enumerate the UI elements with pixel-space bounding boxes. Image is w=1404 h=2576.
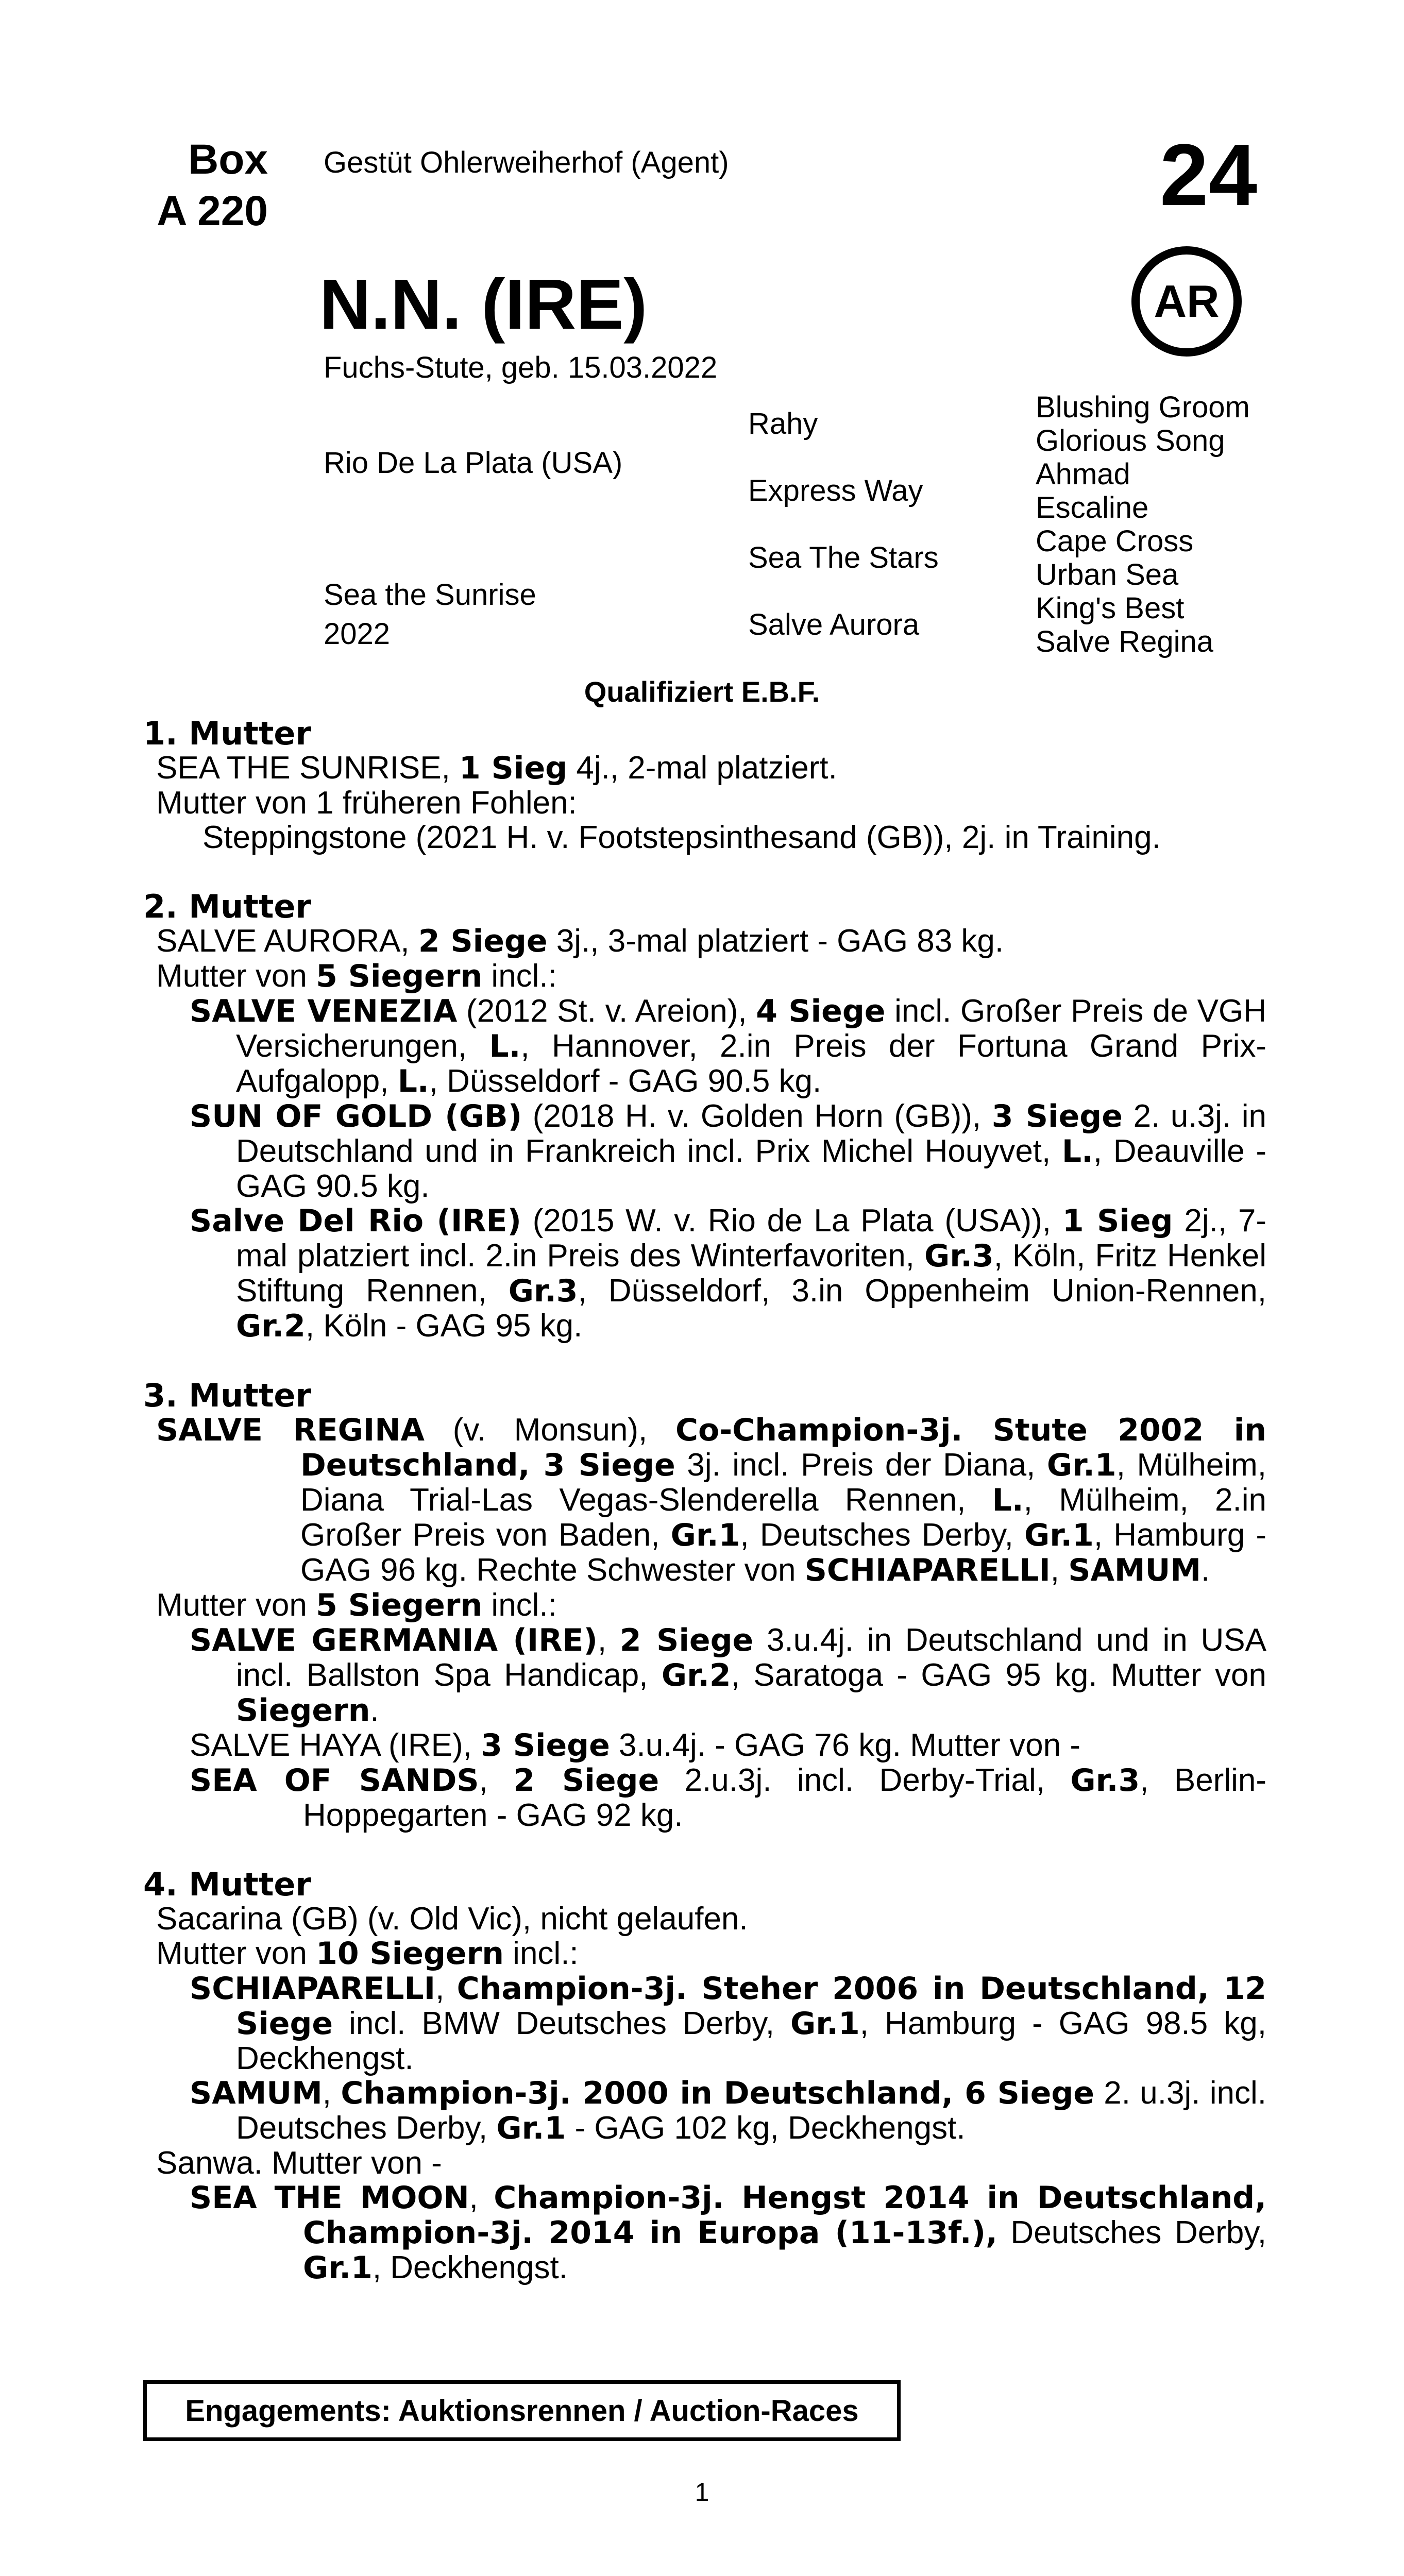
pedigree-sire: Rio De La Plata (USA) [324,446,623,480]
m4-e2-text: 2. u.3j. incl. Deutsches Derby, [236,2075,1267,2146]
m2-e1-name: SALVE VENEZIA [190,993,458,1029]
m4-entry-1 [143,1971,1266,2076]
pedigree-ggp-2: Glorious Song [1036,424,1225,457]
m3-e3-text2: , Berlin-Hoppegarten - GAG 92 kg. [303,1762,1266,1833]
m4-e2-title: Champion-3j. 2000 in Deutschland, 6 Siege [341,2075,1094,2111]
m2-e1-grade1: L. [489,1028,521,1064]
m2-e2-text2: 2. u.3j. in Deutschland und in Frankreich incl. Prix Michel Houyvet, [236,1098,1266,1169]
pedigree-sire-sire: Rahy [748,407,818,440]
m2-line2-suffix: incl.: [482,958,557,994]
m4-e2-grade: Gr.1 [496,2110,566,2146]
pedigree-ggp-6: Urban Sea [1036,558,1179,591]
m3-e3-sep: , [479,1762,514,1798]
m2-wins: 2 Siege [418,923,548,959]
m2-e1-text3: , Hannover, 2.in Preis der Fortuna Grand Prix-Aufgalopp, [236,1028,1266,1099]
m2-e1-wins: 4 Siege [756,993,886,1029]
m3-winners: 5 Siegern [316,1587,483,1623]
page-number: 1 [695,2478,709,2506]
m2-e3-text: (2015 W. v. Rio de La Plata (USA)), [521,1203,1062,1239]
horse-description: Fuchs-Stute, geb. 15.03.2022 [324,351,718,384]
m3-e1-name: SALVE GERMANIA (IRE) [190,1622,598,1658]
pedigree-dam: Sea the Sunrise [324,578,536,612]
pedigree-ggp-3: Ahmad [1036,457,1130,491]
m3-e0-title: Co-Champion-3j. Stute 2002 in Deutschland, 3 Siege [300,1412,1266,1483]
m2-e3-grade1: Gr.3 [924,1238,994,1274]
section-title-4: 4. Mutter [143,1866,312,1903]
pedigree-ggp-1: Blushing Groom [1036,391,1250,424]
m2-e2-grade: L. [1061,1133,1093,1170]
m4-line2 [156,1936,1266,1971]
m3-e1-winners: Siegern [236,1692,370,1728]
m2-e3-text5: , Köln - GAG 95 kg. [305,1308,583,1344]
m4-e2-sep: , [322,2075,341,2111]
pedigree-dam-dam: Salve Aurora [748,608,920,641]
m2-line2-text: Mutter von [156,958,316,994]
m2-e2-text: (2018 H. v. Golden Horn (GB)), [522,1098,992,1134]
m3-e0-grade3: Gr.1 [670,1517,740,1553]
box-label: Box [188,136,268,183]
section-title-1: 1. Mutter [143,715,312,752]
m3-e2-name: SALVE HAYA (IRE), [190,1727,481,1763]
m2-winners: 5 Siegern [316,958,483,994]
m2-e1-text2: incl. Großer Preis de VGH Versicherungen, [236,993,1266,1064]
ar-badge-label: AR [1154,276,1220,327]
m3-e0-grade4: Gr.1 [1024,1517,1094,1553]
m3-e0-text4: , Mülheim, 2.in Großer Preis von Baden, [300,1482,1267,1553]
m3-e0-sibling1: SCHIAPARELLI [804,1552,1051,1588]
m3-e0-grade2: L. [992,1482,1024,1518]
pedigree-dam-year: 2022 [324,617,391,651]
m3-e3-name: SEA OF SANDS [190,1762,479,1799]
m2-entry-3 [143,1204,1266,1344]
m2-e3-grade3: Gr.2 [236,1308,306,1344]
box-number: A 220 [157,188,268,234]
m2-entry-1 [143,994,1266,1099]
m4-e2-text2: - GAG 102 kg, Deckhengst. [566,2110,966,2146]
m2-line2 [156,959,1266,994]
m3-e0-text3: , Mülheim, Diana Trial-Las Vegas-Slenderella Rennen, [300,1447,1266,1518]
m3-e3-wins: 2 Siege [513,1762,659,1799]
m2-e2-wins: 3 Siege [991,1098,1123,1134]
m3-e0-text6: , Hamburg - GAG 96 kg. Rechte Schwester von [300,1517,1266,1588]
family-details [143,716,1266,2285]
m2-e1-text4: , Düsseldorf - GAG 90.5 kg. [429,1063,822,1099]
m2-e1-grade2: L. [397,1063,429,1099]
m4-e1-name: SCHIAPARELLI [190,1971,436,2007]
m1-line3: Steppingstone (2021 H. v. Footstepsinthesand (GB)), 2j. in Training. [202,820,1161,855]
m1-record: 4j., 2-mal platziert. [567,750,837,786]
m4-e4-sep: , [469,2180,494,2215]
m3-e1-wins: 2 Siege [619,1622,754,1658]
m3-e1-end: . [370,1692,379,1728]
m4-winners: 10 Siegern [316,1936,504,1972]
m3-dam-entry [143,1413,1266,1588]
m3-e2-text: 3.u.4j. - GAG 76 kg. Mutter von - [610,1727,1080,1763]
m2-dam-name: SALVE AURORA, [156,923,418,959]
m2-e2-text3: , Deauville - GAG 90.5 kg. [236,1133,1266,1204]
m2-e3-wins: 1 Sieg [1062,1203,1173,1239]
ar-badge [1131,246,1242,357]
m3-entry-2 [190,1728,1266,1763]
pedigree-dam-sire: Sea The Stars [748,541,939,574]
m1-line2: Mutter von 1 früheren Fohlen: [156,785,577,821]
engagements-box [143,2380,901,2441]
m4-line2-suffix: incl.: [503,1936,579,1971]
qualification: Qualifiziert E.B.F. [584,675,820,708]
m4-entry-4 [143,2180,1266,2285]
m4-e4-text2: , Deckhengst. [372,2250,568,2285]
m3-line2 [156,1588,1266,1623]
m4-e1-text2: , Hamburg - GAG 98.5 kg, Deckhengst. [236,2006,1266,2076]
m4-line2-text: Mutter von [156,1936,316,1971]
m3-entry-3 [143,1763,1266,1833]
m1-dam-name: SEA THE SUNRISE, [156,750,460,786]
pedigree-sire-dam: Express Way [748,474,923,507]
m4-e1-text: incl. BMW Deutsches Derby, [333,2006,790,2041]
pedigree-ggp-8: Salve Regina [1036,625,1213,658]
m4-e1-title: Champion-3j. Steher 2006 in Deutschland, 12 Siege [236,1971,1267,2042]
lot-number: 24 [1159,126,1257,224]
m4-e2-name: SAMUM [190,2075,323,2111]
m3-entry-1 [143,1623,1266,1728]
m2-record: 3j., 3-mal platziert - GAG 83 kg. [547,923,1004,959]
m3-line2-text: Mutter von [156,1587,316,1623]
m3-e1-grade: Gr.2 [661,1657,731,1693]
m2-e3-grade2: Gr.3 [508,1273,578,1309]
m2-e1-text: (2012 St. v. Areion), [457,993,756,1029]
m3-e0-sep: , [1050,1552,1069,1588]
m3-e1-sep: , [597,1622,620,1658]
m1-line1 [156,751,1266,786]
m2-e3-name: Salve Del Rio (IRE) [190,1203,521,1239]
m2-line1 [156,924,1266,959]
pedigree-ggp-4: Escaline [1036,491,1149,524]
m4-entry-2 [143,2076,1266,2146]
engagements-text: Engagements: Auktionsrennen / Auction-Races [185,2394,859,2428]
m2-e3-text3: , Köln, Fritz Henkel Stiftung Rennen, [236,1238,1266,1309]
m2-entry-2 [143,1099,1266,1204]
m3-e0-end: . [1201,1552,1210,1588]
m2-e3-text2: 2j., 7-mal platziert incl. 2.in Preis des Winterfavoriten, [236,1203,1267,1274]
horse-name: N.N. (IRE) [319,265,648,344]
m3-e3-text: 2.u.3j. incl. Derby-Trial, [659,1762,1071,1798]
m1-wins: 1 Sieg [459,750,568,786]
m4-e4-text: Deutsches Derby, [997,2215,1267,2250]
m3-e0-text: (v. Monsun), [424,1412,675,1448]
m2-e2-name: SUN OF GOLD (GB) [190,1098,522,1134]
m3-e1-text: 3.u.4j. in Deutschland und in USA incl. Ballston Spa Handicap, [236,1622,1266,1693]
m2-e3-text4: , Düsseldorf, 3.in Oppenheim Union-Rennen, [578,1273,1267,1309]
pedigree-ggp-7: King's Best [1036,591,1185,625]
section-title-3: 3. Mutter [143,1377,312,1414]
m4-e4-name: SEA THE MOON [190,2180,469,2216]
m3-line2-suffix: incl.: [482,1587,557,1623]
consignor: Gestüt Ohlerweiherhof (Agent) [324,146,729,179]
m3-e0-name: SALVE REGINA [156,1412,425,1448]
m4-e1-grade: Gr.1 [790,2006,860,2042]
m3-e0-text5: , Deutsches Derby, [740,1517,1025,1553]
m3-e1-text2: , Saratoga - GAG 95 kg. Mutter von [731,1657,1266,1693]
m4-e4-title: Champion-3j. Hengst 2014 in Deutschland, Champion-3j. 2014 in Europa (11-13f.), [303,2180,1266,2251]
m4-entry-3: Sanwa. Mutter von - [156,2145,442,2181]
m3-e3-grade: Gr.3 [1070,1762,1140,1799]
m4-e1-sep: , [435,1971,457,2006]
m3-e0-text2: 3j. incl. Preis der Diana, [675,1447,1047,1483]
m3-e0-sibling2: SAMUM [1068,1552,1202,1588]
m4-e4-grade: Gr.1 [303,2250,373,2286]
m3-e0-grade1: Gr.1 [1046,1447,1117,1483]
pedigree-ggp-5: Cape Cross [1036,524,1194,558]
m4-line1: Sacarina (GB) (v. Old Vic), nicht gelaufen. [156,1901,748,1937]
section-title-2: 2. Mutter [143,888,312,925]
m3-e2-wins: 3 Siege [481,1727,610,1764]
